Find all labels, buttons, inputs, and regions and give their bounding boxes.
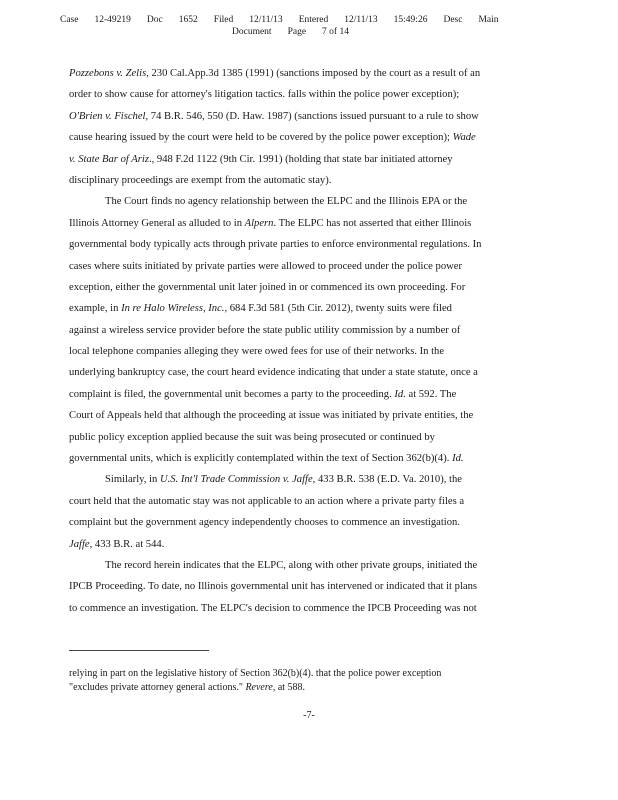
- text-run: to commence an investigation. The ELPC's decision to commence the IPCB Proceeding was not: [69, 602, 477, 614]
- citation-text: Pozzebons v. Zelis: [69, 68, 147, 79]
- text-run: , 230 Cal.App.3d 1385 (1991) (sanctions imposed by the court as a result of an: [146, 68, 481, 79]
- entered-time: 15:49:26: [393, 15, 428, 25]
- body-line: [69, 384, 547, 405]
- text-run: at 592. The: [405, 388, 457, 400]
- citation-text: Alpern: [244, 217, 274, 229]
- body-line: [69, 576, 547, 597]
- footnote: [69, 667, 547, 695]
- doc-label: Doc: [146, 15, 163, 25]
- case-label: Case: [60, 15, 79, 25]
- text-run: , 433 B.R. at 544.: [89, 538, 165, 550]
- document-label: Document: [232, 27, 272, 37]
- text-run: IPCB Proceeding. To date, no Illinois governmental unit has intervened or indicated that it plans: [69, 581, 478, 593]
- body-line: [69, 448, 547, 469]
- text-run: governmental units, which is explicitly contemplated within the text of Section 362(b)(4).: [69, 453, 453, 465]
- text-run: Court of Appeals held that although the proceeding at issue was initiated by private entities, the: [69, 410, 474, 422]
- body-line: [69, 234, 547, 255]
- footnote-line: [69, 681, 547, 695]
- body-line: [69, 170, 547, 191]
- text-run: local telephone companies alleging they were owed fees for use of their networks. In the: [69, 346, 445, 358]
- body-line: [69, 213, 547, 234]
- text-run: "excludes private attorney general actions.": [69, 682, 246, 693]
- citation-text: Id.: [452, 453, 464, 465]
- entered-date: 12/11/13: [344, 15, 378, 25]
- body-line: [69, 598, 547, 619]
- case-number: 12-49219: [94, 15, 131, 25]
- citation-text: Id.: [394, 388, 406, 400]
- body-line: [69, 341, 547, 362]
- citation-text: Wade: [452, 132, 476, 144]
- doc-number: 1652: [178, 15, 198, 25]
- citation-text: Revere: [245, 682, 273, 693]
- text-run: . The ELPC has not asserted that either Illinois: [273, 217, 472, 229]
- body-line: [69, 405, 547, 426]
- text-run: , at 588.: [272, 682, 306, 693]
- text-run: cause hearing issued by the court were held to be covered by the police power exception);: [69, 132, 453, 144]
- text-run: against a wireless service provider before the state public utility commission by a number of: [69, 324, 461, 336]
- body-line: [69, 127, 547, 148]
- body-line: [69, 191, 547, 212]
- body-text: [69, 63, 547, 619]
- text-run: ., 948 F.2d 1122 (9th Cir. 1991) (holding that state bar initiated attorney: [148, 153, 453, 165]
- text-run: exception, either the governmental unit later joined in or commenced its own proceeding. For: [69, 281, 466, 293]
- page-of: 7 of 14: [322, 27, 349, 37]
- body-line: [69, 298, 547, 319]
- text-run: relying in part on the legislative history of Section 362(b)(4). that the police power exception: [69, 668, 442, 679]
- text-run: court held that the automatic stay was not applicable to an action where a private party files a: [69, 495, 465, 507]
- footnote-line: [69, 667, 547, 681]
- text-run: , 433 B.R. 538 (E.D. Va. 2010), the: [312, 474, 462, 486]
- citation-text: Jaffe: [69, 538, 90, 550]
- text-run: , 74 B.R. 546, 550 (D. Haw. 1987) (sanctions issued pursuant to a rule to show: [145, 110, 479, 122]
- text-run: disciplinary proceedings are exempt from the automatic stay).: [69, 174, 332, 186]
- body-line: [69, 277, 547, 298]
- body-line: [69, 362, 547, 383]
- filing-header: [60, 14, 578, 38]
- text-run: The Court finds no agency relationship between the ELPC and the Illinois EPA or the: [105, 196, 468, 208]
- citation-text: v. State Bar of Ariz: [69, 153, 149, 165]
- text-run: order to show cause for attorney's litigation tactics. falls within the police power exception);: [69, 89, 460, 101]
- filed-date: 12/11/13: [249, 15, 283, 25]
- body-line: [69, 555, 547, 576]
- body-line: [69, 63, 547, 84]
- footnote-divider: [69, 650, 209, 651]
- body-line: [69, 106, 547, 127]
- body-line: [69, 256, 547, 277]
- main-label: Main: [478, 15, 499, 25]
- text-run: example, in: [69, 303, 122, 315]
- text-run: Similarly, in: [105, 474, 160, 486]
- text-run: governmental body typically acts through private parties to enforce environmental regulations. In: [69, 239, 482, 251]
- text-run: The record herein indicates that the ELPC, along with other private groups, initiated the: [105, 559, 478, 571]
- header-row-1: [60, 14, 578, 26]
- text-run: complaint is filed, the governmental unit becomes a party to the proceeding.: [69, 388, 395, 400]
- body-line: [69, 427, 547, 448]
- body-line: [69, 512, 547, 533]
- body-line: [69, 491, 547, 512]
- desc-label: Desc: [443, 15, 463, 25]
- text-run: cases where suits initiated by private parties were allowed to proceed under the police power: [69, 260, 462, 272]
- body-line: [69, 534, 547, 555]
- text-run: public policy exception applied because the suit was being prosecuted or continued by: [69, 431, 435, 443]
- page-number: -7-: [303, 710, 315, 721]
- body-line: [69, 320, 547, 341]
- text-run: underlying bankruptcy case, the court heard evidence indicating that under a state statute, once a: [69, 367, 478, 379]
- text-run: Illinois Attorney General as alluded to in: [69, 217, 245, 229]
- body-line: [69, 149, 547, 170]
- entered-label: Entered: [298, 15, 329, 25]
- text-run: complaint but the government agency independently chooses to commence an investigation.: [69, 517, 460, 529]
- citation-text: O'Brien v. Fischel: [69, 110, 146, 122]
- page-label: Page: [287, 27, 307, 37]
- citation-text: In re Halo Wireless, Inc.: [121, 303, 225, 315]
- header-row-2: [60, 26, 578, 38]
- text-run: , 684 F.3d 581 (5th Cir. 2012), twenty suits were filed: [224, 303, 452, 315]
- body-line: [69, 469, 547, 490]
- filed-label: Filed: [213, 15, 234, 25]
- body-line: [69, 84, 547, 105]
- citation-text: U.S. Int'l Trade Commission v. Jaffe: [159, 474, 313, 486]
